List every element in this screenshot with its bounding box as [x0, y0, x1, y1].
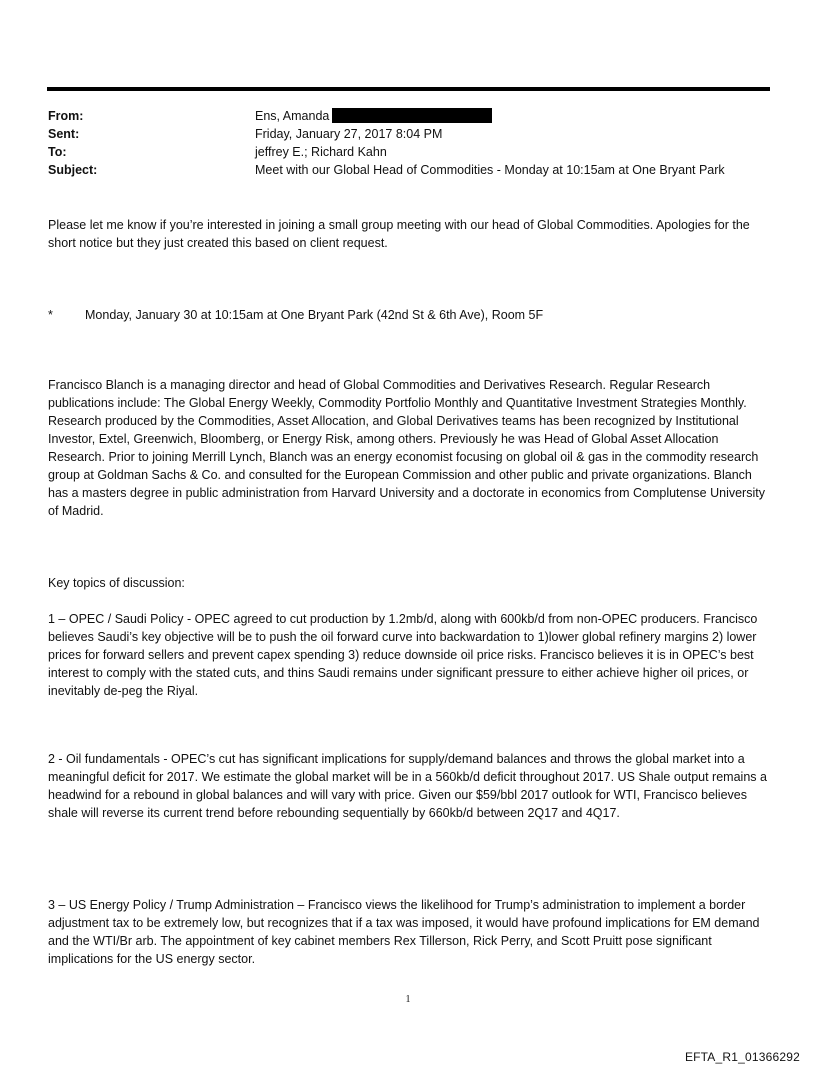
to-row	[48, 143, 778, 161]
from-label: From:	[48, 109, 84, 123]
subject-label: Subject:	[48, 163, 98, 177]
redaction-bar	[332, 108, 492, 123]
meeting-bullet	[48, 306, 543, 324]
topic-1-paragraph: 1 – OPEC / Saudi Policy - OPEC agreed to cut production by 1.2mb/d, along with 600kb/d from non-OPEC producers. Francisco believes Saudi’s key objective will be to push the oil forward curve into backwardation to 1)lower global refinery margins 2) lower prices for forward sellers and prevent capex spending 3) reduce downside oil price risks. Francisco believes it is in OPEC’s best interest to comply with the stated cuts, and thins Saudi remains under significant pressure to either achieve higher oil prices, or inevitably de-peg the Riyal.	[48, 612, 758, 698]
topic-3-paragraph: 3 – US Energy Policy / Trump Administration – Francisco views the likelihood for Trump’s administration to implement a border adjustment tax to be extremely low, but recognizes that if a tax was imposed, it would have profound implications for EM demand and the WTI/Br arb. The appointment of key cabinet members Rex Tillerson, Rick Perry, and Scott Pruitt pose significant implications for the US energy sector.	[48, 898, 760, 966]
page-number: 1	[405, 994, 411, 1005]
bullet-mark: *	[48, 308, 53, 322]
document-id: EFTA_R1_01366292	[684, 1050, 800, 1064]
sender-name: Ens, Amanda	[255, 109, 330, 123]
to-label: To:	[48, 145, 67, 159]
to-value: jeffrey E.; Richard Kahn	[255, 145, 387, 159]
sent-label: Sent:	[48, 127, 80, 141]
header-divider	[47, 87, 770, 91]
topics-heading: Key topics of discussion:	[48, 576, 185, 590]
meeting-details: Monday, January 30 at 10:15am at One Bryant Park (42nd St & 6th Ave), Room 5F	[85, 308, 544, 322]
bio-paragraph: Francisco Blanch is a managing director and head of Global Commodities and Derivatives Research. Regular Research publications include: The Global Energy Weekly, Commodity Portfolio Monthly and Quantitative Investment Strategies Monthly. Research produced by the Commodities, Asset Allocation, and Global Derivatives teams has been recognized by Institutional Investor, Extel, Greenwich, Bloomberg, or Energy Risk, among others. Previously he was Head of Global Asset Allocation Research. Prior to joining Merrill Lynch, Blanch was an energy economist focusing on global oil & gas in the commodity research group at Goldman Sachs & Co. and consulted for the European Commission and other public and private organizations. Blanch has a masters degree in public administration from Harvard University and a doctorate in economics from Complutense University of Madrid.	[48, 378, 765, 518]
email-header	[48, 107, 778, 179]
intro-paragraph: Please let me know if you’re interested in joining a small group meeting with our head of Global Commodities. Apologies for the short notice but they just created this based on client request.	[48, 218, 750, 250]
subject-value: Meet with our Global Head of Commodities - Monday at 10:15am at One Bryant Park	[255, 163, 725, 177]
sent-row	[48, 125, 778, 143]
from-value	[255, 107, 778, 125]
from-row	[48, 107, 778, 125]
subject-row	[48, 161, 778, 179]
topic-2-paragraph: 2 - Oil fundamentals - OPEC’s cut has significant implications for supply/demand balances and throws the global market into a meaningful deficit for 2017. We estimate the global market will be in a 560kb/d deficit throughout 2017. US Shale output remains a headwind for a rebound in global balances and will vary with price. Given our $59/bbl 2017 outlook for WTI, Francisco believes shale will reverse its current trend before rebounding sequentially by 660kb/d between 2Q17 and 4Q17.	[48, 752, 767, 820]
sent-value: Friday, January 27, 2017 8:04 PM	[255, 127, 443, 141]
